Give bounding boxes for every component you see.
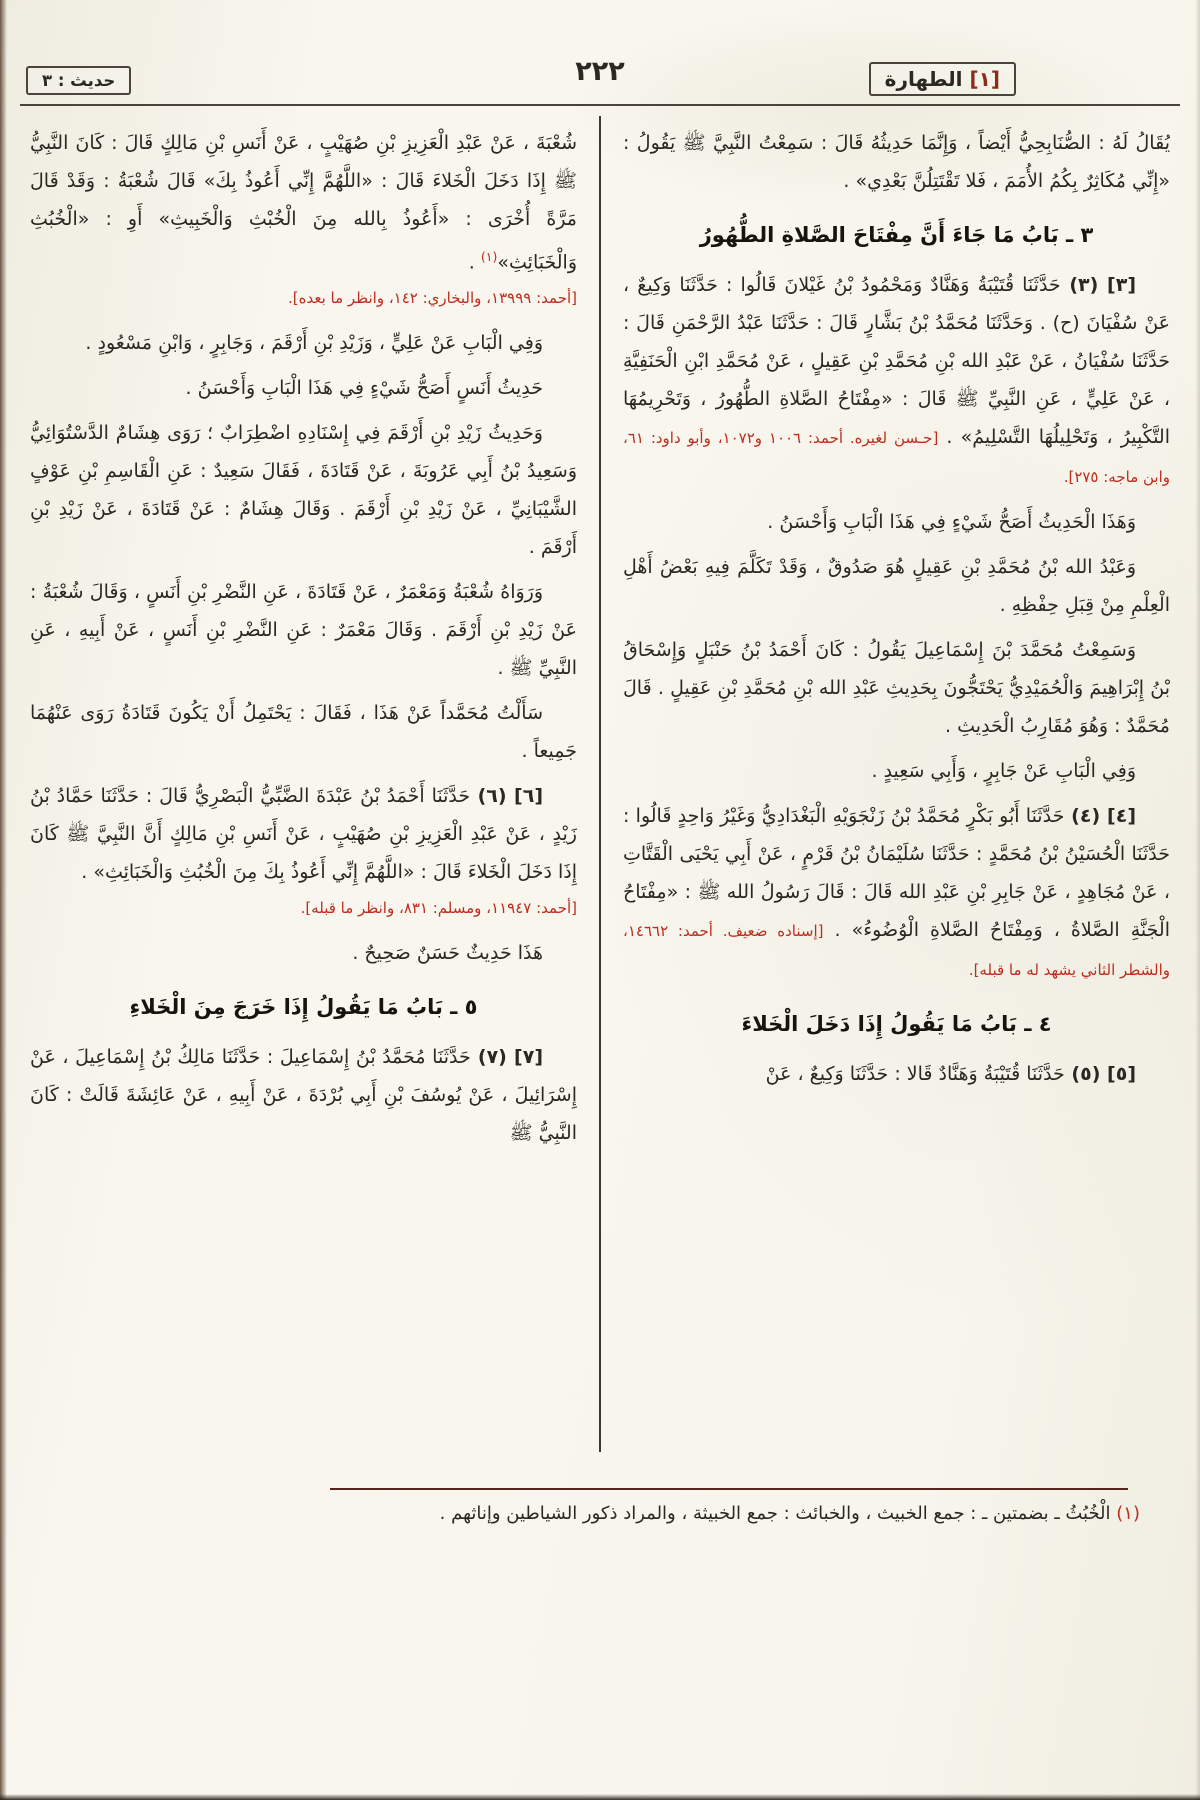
header-rule xyxy=(20,104,1180,106)
text-paragraph xyxy=(30,369,577,407)
bab-heading xyxy=(623,216,1170,254)
text-paragraph xyxy=(623,797,1170,989)
text-paragraph xyxy=(623,752,1170,790)
left-column xyxy=(30,116,599,1452)
scan-right-edge xyxy=(1195,0,1200,1800)
takhrij-ref: [حـسن لغيره. أحمد: ١٠٠٦ و١٠٧٢، وأبو داود: ٦١، وابن ماجه: ٢٧٥]. xyxy=(623,429,1170,486)
scan-bottom-edge xyxy=(0,1794,1200,1800)
takhrij-line xyxy=(30,284,577,312)
takhrij-line xyxy=(30,894,577,922)
takhrij-ref: [إسناده ضعيف. أحمد: ١٤٦٦٢، والشطر الثاني يشهد له ما قبله]. xyxy=(623,922,1170,979)
text-paragraph xyxy=(623,548,1170,624)
text-run: سَأَلْتُ مُحَمَّداً عَنْ هَذَا ، فَقَالَ : يَحْتَمِلُ أَنْ يَكُونَ قَتَادَةُ رَوَى عَنْهُمَا جَمِيعاً . xyxy=(30,702,577,763)
text-run: . xyxy=(468,251,481,274)
text-run: ٥ ـ بَابُ مَا يَقُولُ إِذَا خَرَجَ مِنَ الْخَلاءِ xyxy=(129,995,478,1020)
section-title: الطهارة xyxy=(884,67,963,91)
text-run: ٣ ـ بَابُ مَا جَاءَ أَنَّ مِفْتَاحَ الصَّلاةِ الطُّهُورُ xyxy=(699,223,1094,247)
text-run: وَرَوَاهُ شُعْبَةُ وَمَعْمَرٌ ، عَنْ قَتَادَةَ ، عَنِ النَّضْرِ بْنِ أَنَسٍ ، وَقَالَ شُعْبَةُ : عَنْ زَيْدِ بْنِ أَرْقَمَ . وَقَالَ مَعْمَرٌ : عَنِ النَّضْرِ بْنِ أَنَسٍ ، عَنْ أَبِيهِ ، عَنِ النَّبِيِّ ﷺ . xyxy=(30,581,577,680)
text-run: وَفِي الْبَابِ عَنْ عَلِيٍّ ، وَزَيْدِ بْنِ أَرْقَمَ ، وَجَابِرٍ ، وَابْنِ مَسْعُودٍ . xyxy=(85,332,543,355)
text-paragraph xyxy=(30,934,577,972)
text-paragraph xyxy=(30,324,577,362)
column-divider xyxy=(599,116,601,1452)
bab-heading xyxy=(30,988,577,1026)
footnote-rule xyxy=(330,1488,1128,1490)
text-paragraph xyxy=(30,1038,577,1152)
section-number: [١] xyxy=(962,67,1000,91)
text-run: وَسَمِعْتُ مُحَمَّدَ بْنَ إِسْمَاعِيلَ يَقُولُ : كَانَ أَحْمَدُ بْنُ حَنْبَلٍ وَإِسْحَاقُ بْنُ إِبْرَاهِيمَ وَالْحُمَيْدِيُّ يَحْتَجُّونَ بِحَدِيثِ عَبْدِ الله بْنِ مُحَمَّدِ بْنِ عَقِيلٍ . قَالَ مُحَمَّدٌ : وَهُوَ مُقَارِبُ الْحَدِيثِ . xyxy=(623,639,1170,737)
text-run: حَدِيثُ أَنَسٍ أَصَحُّ شَيْءٍ فِي هَذَا الْبَابِ وَأَحْسَنُ . xyxy=(185,377,543,400)
text-run: حَدَّثَنَا قُتَيْبَةُ وَهَنَّادٌ قَالا : حَدَّثَنَا وَكِيعٌ ، عَنْ xyxy=(765,1063,1065,1085)
text-paragraph xyxy=(623,1055,1170,1093)
text-run: [أحمد: ١٣٩٩٩، والبخاري: ١٤٢، وانظر ما بعده]. xyxy=(287,289,577,308)
text-run: [أحمد: ١١٩٤٧، ومسلم: ٨٣١، وانظر ما قبله]. xyxy=(300,899,577,918)
hadith-number: [٧] (٧) xyxy=(470,1046,543,1069)
footnote-marker: (١) xyxy=(1110,1503,1140,1524)
text-run: حَدَّثَنَا أَبُو بَكْرٍ مُحَمَّدُ بْنُ زَنْجَوَيْهِ الْبَغْدَادِيُّ وَغَيْرُ وَاحِدٍ قَالُوا : حَدَّثَنَا الْحُسَيْنُ بْنُ مُحَمَّدٍ : حَدَّثَنَا سُلَيْمَانُ بْنُ قَرْمٍ ، عَنْ أَبِي يَحْيَى الْقَتَّاتِ ، عَنْ مُجَاهِدٍ ، عَنْ جَابِرِ بْنِ عَبْدِ الله قَالَ : قَالَ رَسُولُ الله ﷺ : «مِفْتَاحُ الْجَنَّةِ الصَّلاةُ ، وَمِفْتَاحُ الصَّلاةِ الْوُضُوءُ» . xyxy=(623,805,1170,941)
hadith-number: [٤] (٤) xyxy=(1064,805,1137,827)
text-paragraph xyxy=(30,694,577,770)
text-paragraph xyxy=(623,124,1170,200)
scan-left-edge xyxy=(0,0,7,1800)
text-run: حَدَّثَنَا أَحْمَدُ بْنُ عَبْدَةَ الضَّبِّيُّ الْبَصْرِيُّ قَالَ : حَدَّثَنَا حَمَّادُ بْنُ زَيْدٍ ، عَنْ عَبْدِ الْعَزِيزِ بْنِ صُهَيْبٍ ، عَنْ أَنَسِ بْنِ مَالِكٍ أَنَّ النَّبِيَّ ﷺ كَانَ إِذَا دَخَلَ الْخَلاءَ قَالَ : «اللَّهُمَّ إِنِّي أَعُوذُ بِكَ مِنَ الْخُبُثِ وَالْخَبَائِثِ» . xyxy=(30,785,577,884)
text-run: ٤ ـ بَابُ مَا يَقُولُ إِذَا دَخَلَ الْخَلاءَ xyxy=(741,1012,1052,1036)
footnote-marker: (١) xyxy=(480,249,498,264)
text-run: حَدَّثَنَا مُحَمَّدُ بْنُ إِسْمَاعِيلَ : حَدَّثَنَا مَالِكُ بْنُ إِسْمَاعِيلَ ، عَنْ إِسْرَائِيلَ ، عَنْ يُوسُفَ بْنِ أَبِي بُرْدَةَ ، عَنْ أَبِيهِ ، عَنْ عَائِشَةَ قَالَتْ : كَانَ النَّبِيُّ ﷺ xyxy=(30,1046,577,1145)
hadith-counter-box: حديث : ٣ xyxy=(26,66,131,95)
text-run: وَعَبْدُ الله بْنُ مُحَمَّدِ بْنِ عَقِيلٍ هُوَ صَدُوقٌ ، وَقَدْ تَكَلَّمَ فِيهِ بَعْضُ أَهْلِ الْعِلْمِ مِنْ قِبَلِ حِفْظِهِ . xyxy=(623,556,1170,616)
text-run: يُقَالُ لَهُ : الصُّنَابِحِيُّ أَيْضاً ، وَإِنَّمَا حَدِيثُهُ قَالَ : سَمِعْتُ النَّبِيَّ ﷺ يَقُولُ : «إِنِّي مُكَاثِرٌ بِكُمُ الأُمَمَ ، فَلا تَقْتَتِلُنَّ بَعْدِي» . xyxy=(623,132,1170,192)
text-paragraph xyxy=(623,266,1170,496)
page-header xyxy=(26,56,1174,106)
hadith-number: [٦] (٦) xyxy=(470,785,543,808)
bab-heading xyxy=(623,1005,1170,1043)
text-paragraph xyxy=(30,414,577,566)
text-run: شُعْبَةَ ، عَنْ عَبْدِ الْعَزِيزِ بْنِ صُهَيْبٍ ، عَنْ أَنَسِ بْنِ مَالِكٍ قَالَ : كَانَ النَّبِيُّ ﷺ إِذَا دَخَلَ الْخَلاءَ قَالَ : «اللَّهُمَّ إِنِّي أَعُوذُ بِكَ» قَالَ شُعْبَةُ : وَقَدْ قَالَ مَرَّةً أُخْرَى : «أَعُوذُ بِالله مِنَ الْخُبْثِ وَالْخَبِيثِ» أَوِ : «الْخُبُثِ وَالْخَبَائِثِ» xyxy=(30,132,577,274)
text-paragraph xyxy=(623,631,1170,745)
text-run: وَفِي الْبَابِ عَنْ جَابِرٍ ، وَأَبِي سَعِيدٍ . xyxy=(871,760,1136,782)
text-paragraph xyxy=(30,124,577,281)
text-paragraph xyxy=(30,573,577,687)
right-column xyxy=(601,116,1170,1452)
text-run: حَدَّثَنَا قُتَيْبَةُ وَهَنَّادٌ وَمَحْمُودُ بْنُ غَيْلانَ قَالُوا : حَدَّثَنَا وَكِيعٌ ، عَنْ سُفْيَانَ (ح) . وَحَدَّثَنَا مُحَمَّدُ بْنُ بَشَّارٍ قَالَ : حَدَّثَنَا عَبْدُ الرَّحْمَنِ قَالَ : حَدَّثَنَا سُفْيَانُ ، عَنْ عَبْدِ الله بْنِ مُحَمَّدِ بْنِ عَقِيلٍ ، عَنْ مُحَمَّدِ ابْنِ الْحَنَفِيَّةِ ، عَنْ عَلِيٍّ ، عَنِ النَّبِيِّ ﷺ قَالَ : «مِفْتَاحُ الصَّلاةِ الطُّهُورُ ، وَتَحْرِيمُهَا التَّكْبِيرُ ، وَتَحْلِيلُهَا التَّسْلِيمُ» . xyxy=(623,274,1170,448)
text-run: وَهَذَا الْحَدِيثُ أَصَحُّ شَيْءٍ فِي هَذَا الْبَابِ وَأَحْسَنُ . xyxy=(767,511,1136,533)
text-paragraph xyxy=(623,503,1170,541)
text-run: الْخُبُثُ ـ بضمتين ـ : جمع الخبيث ، والخبائث : جمع الخبيثة ، والمراد ذكور الشياطين وإناثهم . xyxy=(439,1503,1111,1524)
page-number: ٢٢٢ xyxy=(575,56,625,87)
hadith-number: [٣] (٣) xyxy=(1060,274,1136,296)
text-run: وَحَدِيثُ زَيْدِ بْنِ أَرْقَمَ فِي إِسْنَادِهِ اضْطِرَابٌ ؛ رَوَى هِشَامٌ الدَّسْتُوَائِيُّ وَسَعِيدُ بْنُ أَبِي عَرُوبَةَ ، عَنْ قَتَادَةَ ، فَقَالَ سَعِيدٌ : عَنِ الْقَاسِمِ بْنِ عَوْفٍ الشَّيْبَانِيِّ ، عَنْ زَيْدِ بْنِ أَرْقَمَ . وَقَالَ هِشَامٌ : عَنْ قَتَادَةَ ، عَنْ زَيْدِ بْنِ أَرْقَمَ . xyxy=(30,422,577,559)
text-columns xyxy=(30,116,1170,1452)
hadith-number: [٥] (٥) xyxy=(1064,1063,1136,1085)
section-box xyxy=(869,62,1016,96)
text-paragraph xyxy=(30,777,577,891)
footnote-text xyxy=(55,1498,1140,1530)
text-run: هَذَا حَدِيثٌ حَسَنٌ صَحِيحٌ . xyxy=(352,942,543,965)
